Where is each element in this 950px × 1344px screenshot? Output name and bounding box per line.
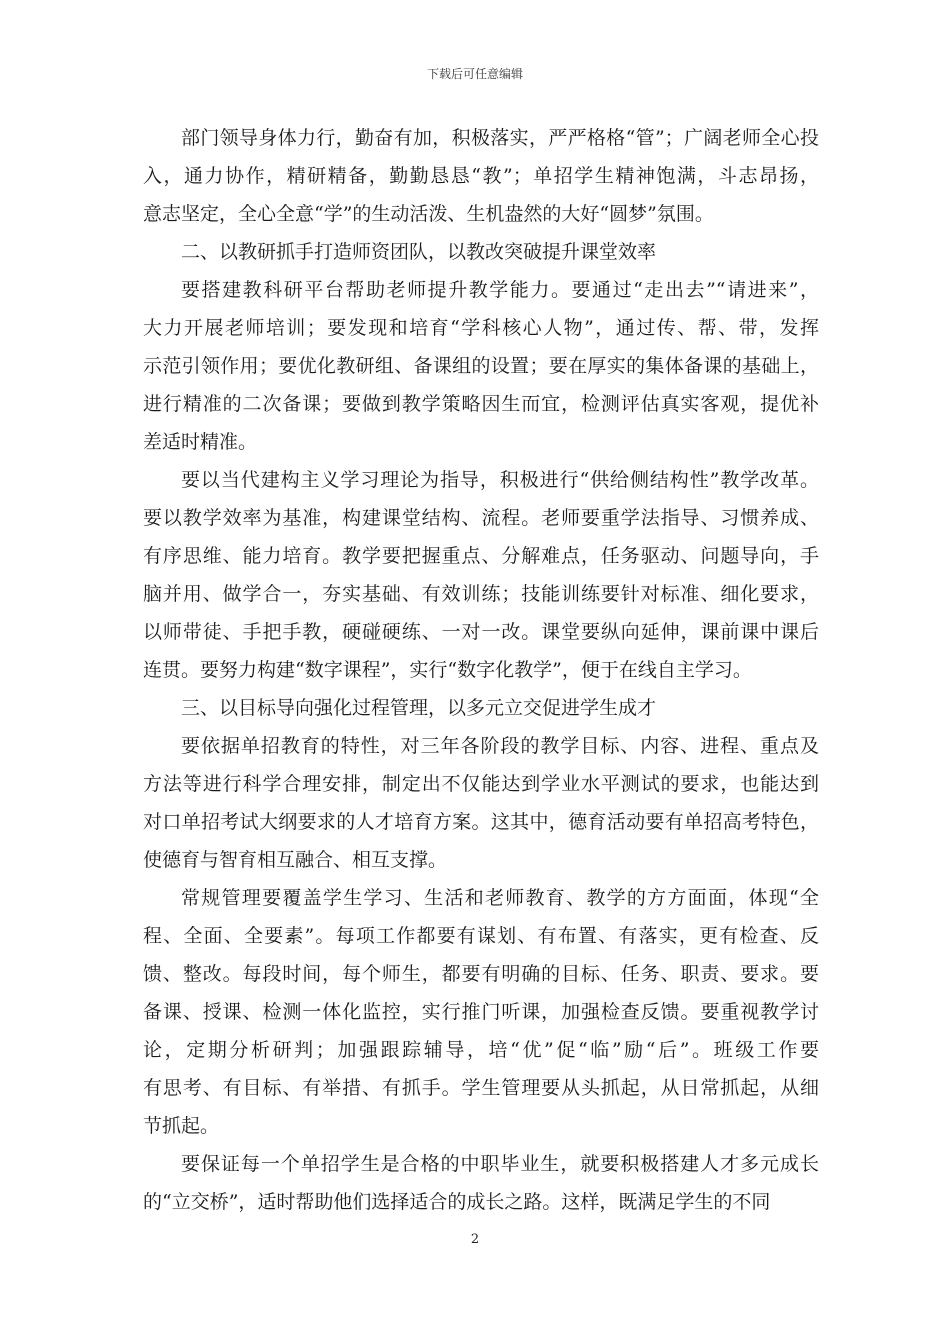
text-line: 备课、授课、检测一体化监控，实行推门听课，加强检查反馈。要重视教学讨 — [143, 1001, 819, 1023]
text-line: 有序思维、能力培育。教学要把握重点、分解难点，任务驱动、问题导向，手 — [143, 545, 819, 567]
text-line: 部门领导身体力行，勤奋有加，积极落实，严严格格“管”；广阔老师全心投 — [181, 127, 819, 149]
text-line: 入，通力协作，精研精备，勤勤恳恳“教”；单招学生精神饱满，斗志昂扬， — [143, 165, 819, 187]
text-line: 节抓起。 — [143, 1115, 220, 1137]
page-header: 下载后可任意编辑 — [426, 67, 523, 81]
paragraph — [143, 727, 819, 879]
text-line: 二、以教研抓手打造师资团队，以教改突破提升课堂效率 — [181, 241, 657, 263]
text-line: 意志坚定，全心全意“学”的生动活泼、生机盎然的大好“圆梦”氛围。 — [143, 203, 714, 225]
text-line: 示范引领作用；要优化教研组、备课组的设置；要在厚实的集体备课的基础上， — [143, 355, 819, 377]
text-line: 方法等进行科学合理安排，制定出不仅能达到学业水平测试的要求，也能达到 — [143, 773, 819, 795]
paragraph — [143, 1145, 819, 1221]
text-line: 大力开展老师培训；要发现和培育“学科核心人物”，通过传、帮、带，发挥 — [143, 317, 819, 339]
paragraph — [143, 879, 819, 1145]
text-line: 程、全面、全要素”。每项工作都要有谋划、有布置、有落实，更有检查、反 — [143, 925, 819, 947]
text-line: 常规管理要覆盖学生学习、生活和老师教育、教学的方方面面，体现“全 — [181, 887, 819, 909]
text-line: 有思考、有目标、有举措、有抓手。学生管理要从头抓起，从日常抓起，从细 — [143, 1077, 819, 1099]
document-body — [143, 119, 819, 1221]
section-heading — [143, 689, 819, 727]
text-line: 要以教学效率为基准，构建课堂结构、流程。老师要重学法指导、习惯养成、 — [143, 507, 819, 529]
text-line: 要依据单招教育的特性，对三年各阶段的教学目标、内容、进程、重点及 — [181, 735, 819, 757]
text-line: 差适时精准。 — [143, 431, 258, 453]
text-line: 连贯。要努力构建“数字课程”，实行“数字化教学”，便于在线自主学习。 — [143, 659, 752, 681]
paragraph — [143, 271, 819, 461]
paragraph — [143, 119, 819, 233]
text-line: 的“立交桥”，适时帮助他们选择适合的成长之路。这样，既满足学生的不同 — [143, 1191, 771, 1213]
text-line: 论，定期分析研判；加强跟踪辅导，培“优”促“临”励“后”。班级工作要 — [143, 1039, 819, 1061]
text-line: 进行精准的二次备课；要做到教学策略因生而宜，检测评估真实客观，提优补 — [143, 393, 819, 415]
text-line: 以师带徒、手把手教，硬碰硬练、一对一改。课堂要纵向延伸，课前课中课后 — [143, 621, 819, 643]
text-line: 要搭建教科研平台帮助老师提升教学能力。要通过“走出去”“请进来”， — [181, 279, 819, 301]
text-line: 馈、整改。每段时间，每个师生，都要有明确的目标、任务、职责、要求。要 — [143, 963, 819, 985]
section-heading — [143, 233, 819, 271]
text-line: 脑并用、做学合一，夯实基础、有效训练；技能训练要针对标准、细化要求， — [143, 583, 819, 605]
text-line: 使德育与智育相互融合、相互支撑。 — [143, 849, 448, 871]
text-line: 对口单招考试大纲要求的人才培育方案。这其中，德育活动要有单招高考特色， — [143, 811, 819, 833]
text-line: 三、以目标导向强化过程管理，以多元立交促进学生成才 — [181, 697, 657, 719]
text-line: 要保证每一个单招学生是合格的中职毕业生，就要积极搭建人才多元成长 — [181, 1153, 819, 1175]
text-line: 要以当代建构主义学习理论为指导，积极进行“供给侧结构性”教学改革。 — [181, 469, 819, 491]
page-number: 2 — [470, 1232, 480, 1247]
paragraph — [143, 461, 819, 689]
